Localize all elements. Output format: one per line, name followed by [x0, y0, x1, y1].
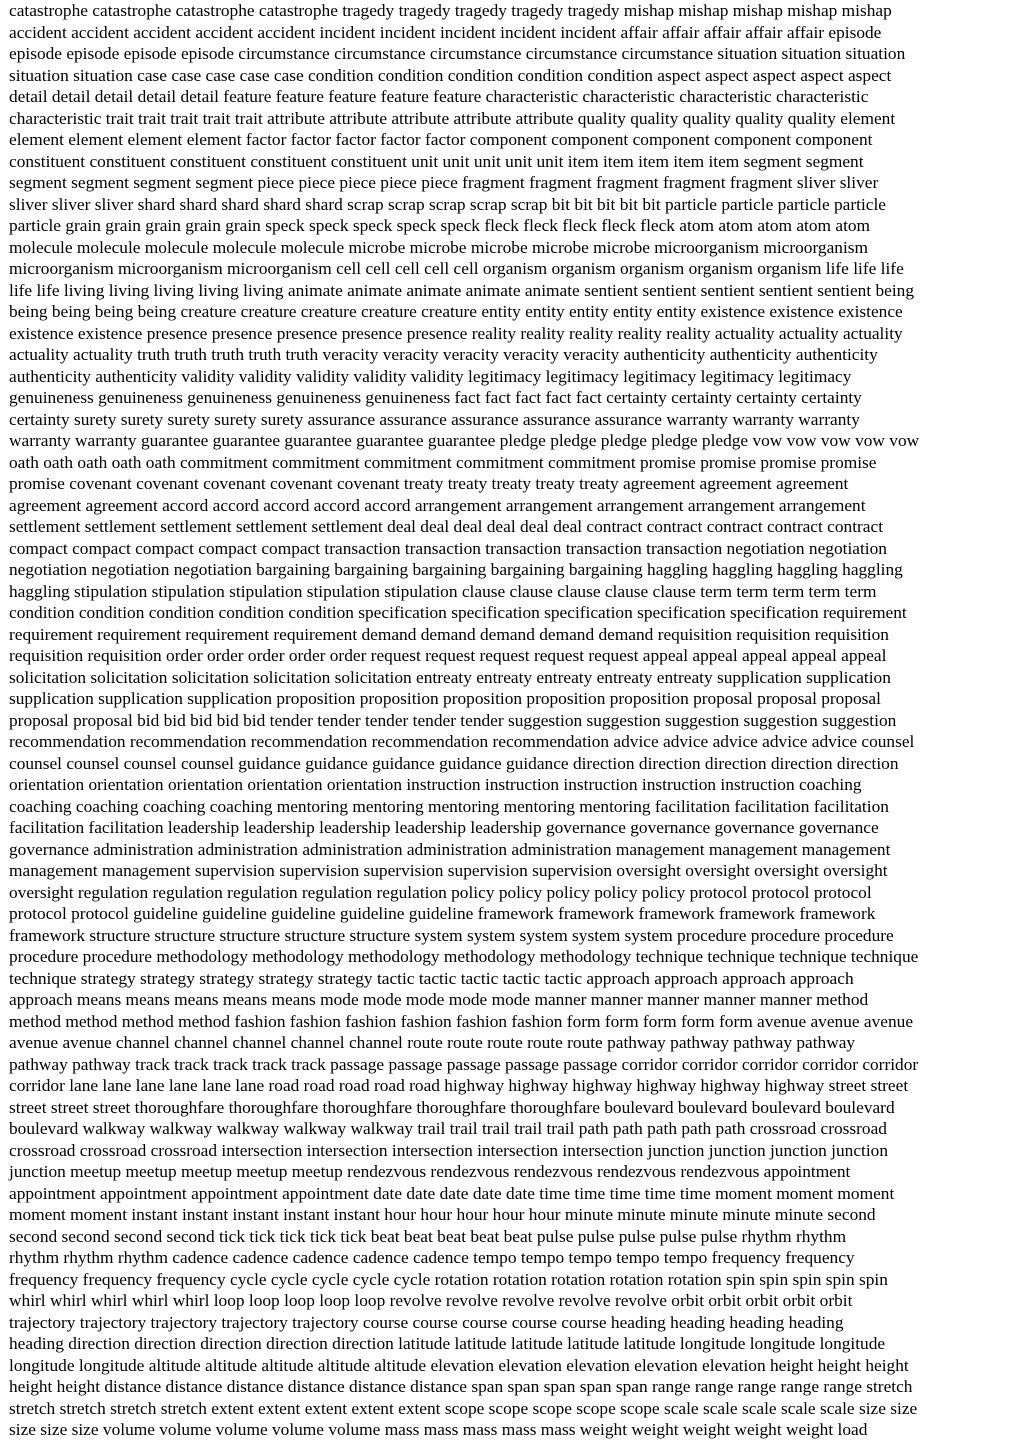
text-line: certainty surety surety surety surety surety assurance assurance assurance assurance assurance warranty warranty warranty: [9, 409, 860, 429]
text-line: situation situation case case case case case condition condition condition condition condition aspect aspect aspect aspect aspect: [9, 65, 892, 85]
text-line: size size size volume volume volume volume volume mass mass mass mass mass weight weight weight weight weight load: [9, 1420, 868, 1439]
text-line: height height distance distance distance distance distance distance span span span span span range range range range range stretch: [9, 1377, 913, 1396]
text-line: whirl whirl whirl whirl whirl loop loop loop loop loop revolve revolve revolve revolve revolve orbit orbit orbit orbit orbit: [9, 1291, 853, 1310]
text-line: pathway pathway track track track track track passage passage passage passage passage corridor corridor corridor corridor corridor: [9, 1054, 919, 1074]
text-line: counsel counsel counsel counsel guidance guidance guidance guidance guidance direction direction direction direction direction: [9, 753, 899, 773]
text-line: heading direction direction direction direction direction latitude latitude latitude latitude latitude longitude longitude longitude: [9, 1334, 886, 1353]
text-line: settlement settlement settlement settlement settlement deal deal deal deal deal deal contract contract contract contract contract: [9, 517, 884, 536]
text-line: junction meetup meetup meetup meetup meetup rendezvous rendezvous rendezvous rendezvous rendezvous appointment: [9, 1162, 851, 1181]
text-line: procedure procedure methodology methodology methodology methodology methodology technique technique technique technique: [9, 947, 919, 966]
text-line: second second second second tick tick tick tick tick beat beat beat beat beat pulse pulse pulse pulse pulse rhythm rhythm: [9, 1226, 847, 1246]
text-line: technique strategy strategy strategy strategy strategy tactic tactic tactic tactic tactic approach approach approach approach: [9, 968, 854, 988]
text-line: approach means means means means means mode mode mode mode mode manner manner manner manner manner method: [9, 990, 869, 1009]
text-line: rhythm rhythm rhythm cadence cadence cadence cadence cadence tempo tempo tempo tempo tempo frequency frequency: [9, 1248, 855, 1267]
text-line: accident accident accident accident accident incident incident incident incident incident affair affair affair affair affair episode: [9, 22, 882, 42]
text-line: condition condition condition condition condition specification specification specification specification specification requirement: [9, 603, 907, 622]
text-line: protocol protocol guideline guideline guideline guideline guideline framework framework framework framework framework: [9, 904, 876, 923]
document-page: [9, 0, 1017, 1441]
text-line: boulevard walkway walkway walkway walkway walkway trail trail trail trail trail path path path path path crossroad crossroad: [9, 1119, 887, 1138]
text-line: management management supervision supervision supervision supervision supervision oversight oversight oversight oversight: [9, 861, 888, 880]
text-line: life life living living living living living animate animate animate animate animate sentient sentient sentient sentient sentient being: [9, 280, 915, 300]
text-line: facilitation facilitation leadership leadership leadership leadership leadership governance governance governance governance: [9, 818, 879, 837]
text-line: warranty warranty guarantee guarantee guarantee guarantee guarantee pledge pledge pledge pledge pledge vow vow vow vow vow: [9, 431, 920, 450]
text-line: supplication supplication supplication proposition proposition proposition proposition proposition proposal proposal proposal: [9, 689, 881, 708]
text-line: being being being being creature creature creature creature creature entity entity entity entity entity existence existence existence: [9, 302, 903, 321]
text-line: framework structure structure structure structure structure system system system system system procedure procedure procedure: [9, 925, 894, 945]
text-line: microorganism microorganism microorganism cell cell cell cell cell organism organism organism organism organism life life life: [9, 259, 904, 278]
text-line: proposal proposal bid bid bid bid bid tender tender tender tender tender suggestion suggestion suggestion suggestion suggestion: [9, 710, 897, 730]
text-line: avenue avenue channel channel channel channel channel route route route route route pathway pathway pathway pathway: [9, 1033, 856, 1052]
text-line: method method method method fashion fashion fashion fashion fashion fashion form form form form form avenue avenue avenue: [9, 1011, 914, 1031]
text-line: solicitation solicitation solicitation solicitation solicitation entreaty entreaty entreaty entreaty entreaty supplication supplication: [9, 667, 891, 687]
text-line: catastrophe catastrophe catastrophe catastrophe tragedy tragedy tragedy tragedy tragedy mishap mishap mishap mishap mishap: [9, 1, 892, 20]
text-line: moment moment instant instant instant instant instant hour hour hour hour hour minute minute minute minute minute second: [9, 1205, 876, 1224]
text-line: stretch stretch stretch stretch extent extent extent extent extent scope scope scope scope scope scale scale scale scale scale size size: [9, 1398, 918, 1418]
text-line: street street street thoroughfare thoroughfare thoroughfare thoroughfare thoroughfare boulevard boulevard boulevard boulevard: [9, 1097, 895, 1117]
text-line: molecule molecule molecule molecule molecule microbe microbe microbe microbe microbe microorganism microorganism: [9, 237, 869, 257]
text-line: governance administration administration administration administration administration management management management: [9, 839, 891, 859]
text-line: agreement agreement accord accord accord accord accord arrangement arrangement arrangement arrangement arrangement: [9, 495, 866, 515]
text-line: requisition requisition order order order order order request request request request request appeal appeal appeal appeal appeal: [9, 646, 887, 665]
text-line: corridor lane lane lane lane lane lane road road road road road highway highway highway highway highway highway street street: [9, 1076, 909, 1095]
text-line: recommendation recommendation recommendation recommendation recommendation advice advice advice advice advice counsel: [9, 732, 915, 751]
text-line: trajectory trajectory trajectory trajectory trajectory course course course course course heading heading heading heading: [9, 1312, 844, 1332]
text-line: negotiation negotiation negotiation bargaining bargaining bargaining bargaining bargaining haggling haggling haggling haggling: [9, 560, 903, 579]
text-line: episode episode episode episode circumstance circumstance circumstance circumstance circumstance situation situation situation: [9, 44, 906, 63]
text-line: oath oath oath oath oath commitment commitment commitment commitment commitment promise promise promise promise: [9, 452, 877, 472]
text-line: constituent constituent constituent constituent constituent unit unit unit unit unit item item item item item segment segment: [9, 151, 864, 171]
text-line: longitude longitude altitude altitude altitude altitude altitude elevation elevation elevation elevation elevation height height height: [9, 1355, 909, 1375]
text-line: orientation orientation orientation orientation orientation instruction instruction instruction instruction instruction coaching: [9, 775, 862, 794]
text-line: promise covenant covenant covenant covenant covenant treaty treaty treaty treaty treaty agreement agreement agreement: [9, 474, 849, 493]
text-line: element element element element factor factor factor factor factor component component component component component: [9, 130, 873, 149]
text-line: coaching coaching coaching coaching mentoring mentoring mentoring mentoring mentoring facilitation facilitation facilitation: [9, 796, 889, 816]
text-line: requirement requirement requirement requirement demand demand demand demand demand requisition requisition requisition: [9, 624, 889, 644]
text-line: genuineness genuineness genuineness genuineness genuineness fact fact fact fact fact certainty certainty certainty certainty: [9, 388, 862, 407]
text-line: appointment appointment appointment appointment date date date date date time time time time time moment moment moment: [9, 1183, 895, 1203]
text-line: oversight regulation regulation regulation regulation regulation policy policy policy policy policy protocol protocol protocol: [9, 882, 872, 902]
text-line: existence existence presence presence presence presence presence reality reality reality reality reality actuality actuality actuality: [9, 323, 903, 343]
text-line: compact compact compact compact compact transaction transaction transaction transaction transaction negotiation negotiation: [9, 538, 887, 558]
text-line: characteristic trait trait trait trait trait attribute attribute attribute attribute attribute quality quality quality quality quality element: [9, 108, 896, 128]
text-line: authenticity authenticity validity validity validity validity validity legitimacy legitimacy legitimacy legitimacy legitimacy: [9, 366, 852, 386]
text-line: haggling stipulation stipulation stipulation stipulation stipulation clause clause clause clause clause term term term term term: [9, 581, 877, 601]
text-line: crossroad crossroad crossroad intersection intersection intersection intersection intersection junction junction junction junction: [9, 1140, 888, 1160]
text-line: frequency frequency frequency cycle cycle cycle cycle cycle rotation rotation rotation rotation rotation spin spin spin spin spin: [9, 1269, 888, 1289]
text-line: segment segment segment segment piece piece piece piece piece fragment fragment fragment fragment fragment sliver sliver: [9, 173, 879, 192]
document-body: [9, 0, 1017, 1441]
text-line: actuality actuality truth truth truth truth truth veracity veracity veracity veracity veracity authenticity authenticity authenticity: [9, 345, 878, 364]
text-line: sliver sliver sliver shard shard shard shard shard scrap scrap scrap scrap scrap bit bit bit bit bit particle particle particle particle: [9, 194, 886, 214]
text-line: particle grain grain grain grain grain speck speck speck speck speck fleck fleck fleck fleck fleck atom atom atom atom atom: [9, 216, 871, 235]
text-line: detail detail detail detail detail feature feature feature feature feature characteristic characteristic characteristic characteristic: [9, 87, 869, 106]
